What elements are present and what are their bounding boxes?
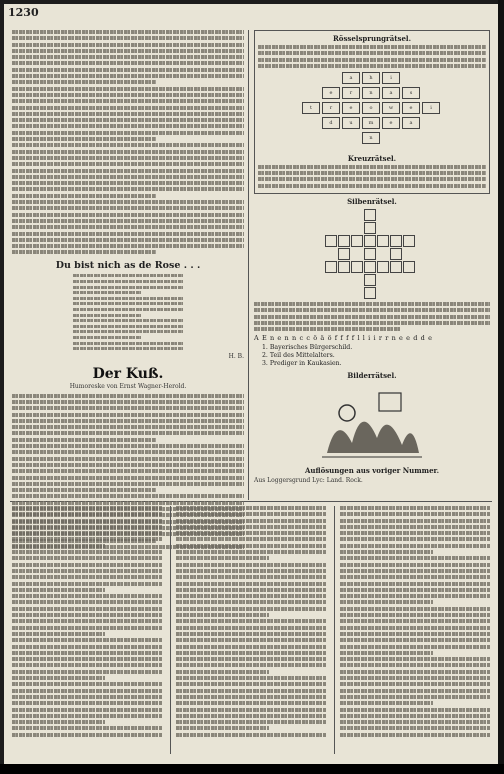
text-line: [176, 594, 326, 598]
grid-square: [390, 248, 402, 260]
text-line: [73, 274, 183, 277]
text-line: [12, 488, 156, 492]
text-line: [258, 184, 486, 188]
text-line: [176, 714, 326, 718]
text-line: [12, 657, 162, 661]
text-line: [176, 670, 269, 674]
grid-square: [338, 248, 350, 260]
text-line: [340, 544, 490, 548]
text-line: [340, 689, 490, 693]
text-line: [12, 457, 244, 461]
grid-square: [364, 209, 376, 221]
text-line: [340, 720, 490, 724]
text-line: [176, 676, 326, 680]
text-line: [12, 131, 244, 135]
text-line: [12, 213, 244, 217]
text-line: [12, 506, 162, 510]
text-line: [12, 206, 244, 210]
text-line: [176, 582, 326, 586]
text-line: [12, 99, 244, 103]
text-line: [340, 563, 490, 567]
puzzle-cell: m: [362, 117, 380, 129]
puzzle-cell: n: [362, 132, 380, 144]
text-line: [12, 450, 244, 454]
text-line: [12, 600, 162, 604]
grid-square: [364, 222, 376, 234]
text-line: [12, 169, 244, 173]
text-line: [340, 670, 490, 674]
text-line: [340, 626, 490, 630]
text-line: [12, 594, 162, 598]
text-line: [12, 194, 156, 198]
text-line: [176, 682, 326, 686]
cross-puzzle-title: Kreuzrätsel.: [347, 153, 397, 163]
text-line: [12, 726, 162, 730]
text-line: [340, 708, 490, 712]
text-line: [254, 302, 490, 306]
text-line: [12, 244, 244, 248]
text-line: [340, 651, 433, 655]
text-line: [12, 613, 162, 617]
left-column: [12, 30, 244, 551]
text-line: [12, 563, 162, 567]
text-line: [12, 225, 244, 229]
text-line: [12, 651, 162, 655]
grid-square: [364, 274, 376, 286]
text-line: [176, 651, 326, 655]
text-line: [176, 720, 326, 724]
text-line: [12, 232, 244, 236]
text-line: [73, 291, 141, 294]
puzzle-cell: a: [382, 87, 400, 99]
text-line: [12, 494, 244, 498]
puzzle-cell: w: [382, 102, 400, 114]
intro-text-block: [12, 30, 244, 254]
text-line: [176, 626, 326, 630]
text-line: [340, 569, 490, 573]
text-line: [176, 544, 326, 548]
grid-square: [390, 235, 402, 247]
continuation-col-2: [176, 506, 326, 739]
text-line: [12, 150, 244, 154]
text-line: [340, 582, 490, 586]
text-line: [340, 682, 490, 686]
text-line: [258, 45, 486, 49]
text-line: [12, 413, 244, 417]
text-line: [73, 319, 183, 322]
text-line: [12, 632, 105, 636]
text-line: [176, 537, 326, 541]
text-line: [12, 463, 244, 467]
text-line: [176, 575, 326, 579]
grid-square: [338, 261, 350, 273]
text-line: [73, 330, 183, 333]
text-line: [340, 619, 490, 623]
grid-square: [403, 261, 415, 273]
text-line: [12, 676, 105, 680]
text-line: [12, 431, 244, 435]
puzzle-cell: e: [402, 102, 420, 114]
text-line: [73, 325, 183, 328]
text-line: [12, 582, 162, 586]
text-line: [340, 701, 433, 705]
puzzle-cell: n: [362, 87, 380, 99]
text-line: [12, 181, 244, 185]
text-line: [340, 645, 490, 649]
grid-square: [364, 261, 376, 273]
puzzle-cell: e: [382, 117, 400, 129]
text-line: [12, 607, 162, 611]
text-line: [340, 733, 490, 737]
grid-square: [338, 235, 350, 247]
picture-puzzle-illustration: [317, 383, 427, 463]
letter-sequence: A E n e n n c c ö ä ö f f f f l l i i r r n e e d d e: [254, 333, 433, 342]
story-subtitle: Humoreske von Ernst Wagner-Herold.: [69, 382, 187, 390]
text-line: [340, 632, 490, 636]
text-line: [73, 336, 141, 339]
grid-square: [403, 235, 415, 247]
text-line: [12, 512, 162, 516]
column-divider: [170, 506, 171, 754]
text-line: [12, 670, 162, 674]
text-line: [340, 663, 490, 667]
text-line: [12, 695, 162, 699]
text-line: [12, 175, 244, 179]
text-line: [258, 64, 486, 68]
text-line: [12, 626, 162, 630]
grid-square: [325, 261, 337, 273]
text-line: [12, 156, 244, 160]
clue-item: 1. Bayerisches Bürgerschild.: [262, 343, 353, 351]
grid-square: [351, 261, 363, 273]
grid-square: [325, 235, 337, 247]
text-line: [176, 632, 326, 636]
text-line: [176, 563, 326, 567]
text-line: [12, 482, 244, 486]
text-line: [12, 537, 162, 541]
text-line: [12, 55, 244, 59]
text-line: [73, 314, 141, 317]
text-line: [12, 531, 162, 535]
text-line: [12, 733, 162, 737]
grid-square: [364, 235, 376, 247]
text-line: [12, 124, 244, 128]
text-line: [340, 594, 490, 598]
picture-puzzle-title: Bilderrätsel.: [347, 370, 397, 380]
text-line: [73, 280, 183, 283]
text-line: [258, 171, 486, 175]
text-line: [176, 550, 326, 554]
text-line: [12, 663, 162, 667]
text-line: [176, 701, 326, 705]
text-line: [12, 720, 105, 724]
text-line: [340, 607, 490, 611]
text-line: [12, 419, 244, 423]
text-line: [73, 342, 183, 345]
text-line: [12, 469, 244, 473]
text-line: [12, 250, 156, 254]
knight-puzzle-title: Rösselsprungrätsel.: [332, 34, 412, 43]
puzzle-cell: i: [382, 72, 400, 84]
clue-item: 2. Teil des Mittelalters.: [262, 351, 335, 359]
puzzle-cell: a: [342, 72, 360, 84]
text-line: [12, 112, 244, 116]
puzzle-cell: h: [362, 72, 380, 84]
grid-square: [364, 248, 376, 260]
text-line: [176, 619, 326, 623]
text-line: [73, 286, 183, 289]
text-line: [258, 58, 486, 62]
text-line: [340, 676, 490, 680]
text-line: [12, 556, 162, 560]
text-line: [176, 506, 326, 510]
poem-signature: H. B.: [228, 352, 244, 360]
text-line: [12, 501, 244, 505]
continuation-col-3: [340, 506, 490, 739]
text-line: [73, 347, 183, 350]
text-line: [12, 80, 156, 84]
text-line: [176, 645, 326, 649]
text-line: [12, 61, 244, 65]
text-line: [176, 525, 326, 529]
knight-move-puzzle: [254, 30, 490, 194]
poem-title: Du bist nich as de Rose . . .: [55, 260, 201, 272]
text-line: [254, 327, 400, 331]
text-line: [254, 315, 490, 319]
text-line: [340, 638, 490, 642]
text-line: [176, 607, 326, 611]
puzzle-cell: o: [362, 102, 380, 114]
column-divider: [334, 506, 335, 754]
text-line: [258, 177, 486, 181]
puzzle-column: [254, 30, 490, 484]
text-line: [176, 726, 269, 730]
text-line: [340, 695, 490, 699]
puzzle-cell: i: [422, 102, 440, 114]
text-line: [12, 93, 244, 97]
text-line: [12, 118, 244, 122]
text-line: [340, 588, 490, 592]
text-line: [176, 733, 326, 737]
text-line: [340, 657, 490, 661]
text-line: [12, 714, 162, 718]
text-line: [176, 695, 326, 699]
text-line: [12, 162, 244, 166]
text-line: [12, 49, 244, 53]
syllable-puzzle-title: Silbenrätsel.: [347, 197, 397, 207]
text-line: [176, 657, 326, 661]
text-line: [12, 36, 244, 40]
text-line: [258, 51, 486, 55]
puzzle-cell: a: [402, 117, 420, 129]
text-line: [176, 519, 326, 523]
text-line: [12, 645, 162, 649]
grid-square: [364, 287, 376, 299]
knight-puzzle-grid: [297, 72, 447, 150]
text-line: [340, 556, 490, 560]
text-line: [340, 525, 490, 529]
knight-puzzle-instructions: [258, 45, 486, 68]
text-line: [12, 708, 162, 712]
text-line: [12, 476, 244, 480]
story-title: Der Kuß.: [92, 365, 164, 382]
text-line: [12, 143, 244, 147]
puzzle-cell: r: [342, 87, 360, 99]
cross-puzzle-instructions: [258, 165, 486, 188]
text-line: [12, 87, 244, 91]
page-number: 1230: [8, 6, 39, 19]
scan-edge: [498, 0, 504, 774]
scan-bottom-edge: [0, 764, 504, 774]
text-line: [176, 512, 326, 516]
text-line: [176, 689, 326, 693]
clue-list: [262, 344, 490, 368]
text-line: [340, 519, 490, 523]
text-line: [176, 663, 326, 667]
text-line: [12, 238, 244, 242]
newspaper-page: [4, 4, 498, 764]
puzzle-cell: e: [342, 102, 360, 114]
text-line: [12, 137, 156, 141]
text-line: [73, 308, 183, 311]
text-line: [340, 537, 490, 541]
text-line: [12, 68, 244, 72]
text-line: [340, 550, 433, 554]
text-line: [12, 701, 162, 705]
continuation-col-1: [12, 506, 162, 739]
text-line: [12, 438, 156, 442]
puzzle-cell: d: [322, 117, 340, 129]
text-line: [340, 512, 490, 516]
text-line: [12, 682, 162, 686]
text-line: [176, 638, 326, 642]
text-line: [258, 165, 486, 169]
text-line: [340, 600, 433, 604]
puzzle-cell: u: [342, 117, 360, 129]
text-line: [176, 569, 326, 573]
text-line: [12, 569, 162, 573]
text-line: [340, 714, 490, 718]
grid-square: [377, 235, 389, 247]
text-line: [12, 519, 162, 523]
text-line: [12, 406, 244, 410]
text-line: [12, 638, 162, 642]
solutions-title: Auflösungen aus voriger Nummer.: [304, 465, 440, 475]
text-line: [12, 394, 244, 398]
text-line: [12, 74, 244, 78]
text-line: [340, 575, 490, 579]
text-line: [12, 200, 244, 204]
puzzle-cell: t: [302, 102, 320, 114]
puzzle-cell: e: [322, 87, 340, 99]
text-line: [340, 506, 490, 510]
grid-square: [390, 261, 402, 273]
text-line: [12, 219, 244, 223]
grid-square: [351, 235, 363, 247]
text-line: [12, 689, 162, 693]
text-line: [12, 575, 162, 579]
syllable-instructions: [254, 302, 490, 331]
text-line: [254, 321, 490, 325]
text-line: [340, 531, 490, 535]
poem-verse: [73, 274, 183, 350]
text-line: [12, 588, 105, 592]
text-line: [12, 400, 244, 404]
text-line: [12, 550, 162, 554]
syllable-puzzle-grid: [325, 209, 419, 299]
text-line: [12, 444, 244, 448]
text-line: [176, 588, 326, 592]
text-line: [176, 531, 326, 535]
text-line: [12, 187, 244, 191]
clue-item: 3. Prediger in Kaukasien.: [262, 359, 342, 367]
text-line: [176, 613, 269, 617]
solutions-text: Aus Loggersgrund Lyc: Land. Rock.: [254, 476, 363, 484]
text-line: [12, 106, 244, 110]
text-line: [12, 43, 244, 47]
text-line: [73, 302, 183, 305]
text-line: [12, 619, 162, 623]
text-line: [12, 525, 162, 529]
text-line: [340, 726, 490, 730]
puzzle-cell: r: [322, 102, 340, 114]
puzzle-cell: s: [402, 87, 420, 99]
text-line: [176, 708, 326, 712]
text-line: [176, 556, 269, 560]
text-line: [340, 613, 490, 617]
rebus-drawing: [317, 383, 427, 463]
text-line: [73, 297, 183, 300]
text-line: [176, 600, 326, 604]
text-line: [12, 425, 244, 429]
column-divider: [248, 30, 249, 500]
grid-square: [377, 261, 389, 273]
text-line: [12, 30, 244, 34]
text-line: [254, 308, 490, 312]
text-line: [12, 544, 105, 548]
